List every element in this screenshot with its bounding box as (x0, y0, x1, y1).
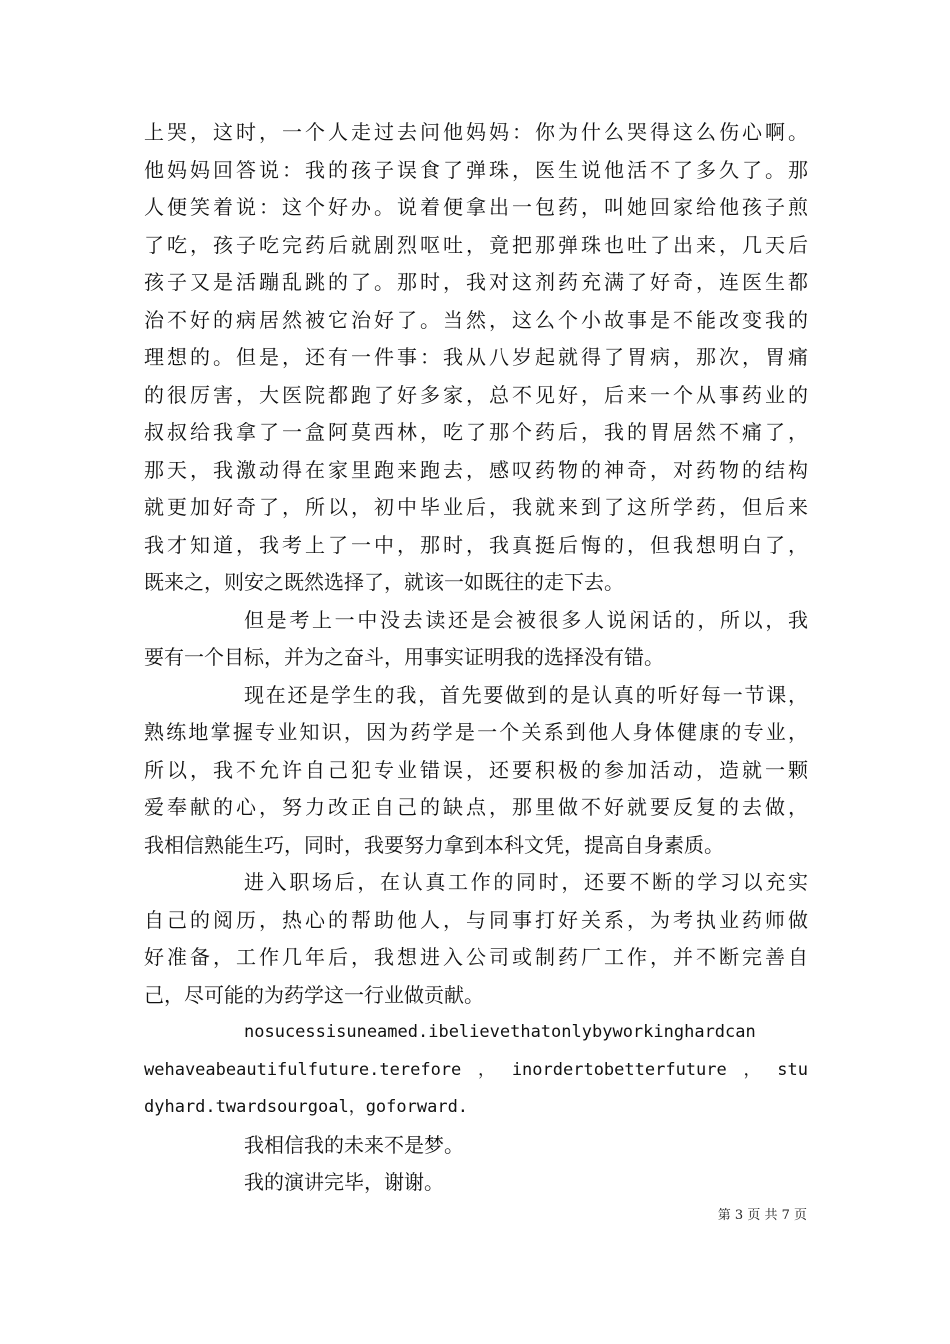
text-line: 了吃，孩子吃完药后就剧烈呕吐，竟把那弹珠也吐了出来，几天后 (144, 232, 808, 257)
paragraph-start-line: 现在还是学生的我，首先要做到的是认真的听好每一节课， (244, 682, 808, 707)
text-line: 所以，我不允许自己犯专业错误，还要积极的参加活动，造就一颗 (144, 757, 808, 782)
text-line: 孩子又是活蹦乱跳的了。那时，我对这剂药充满了好奇，连医生都 (144, 270, 808, 294)
text-line: 我才知道，我考上了一中，那时，我真挺后悔的，但我想明白了， (144, 532, 808, 557)
page-number-footer: 第 3 页 共 7 页 (717, 1208, 807, 1223)
text-line: 的很厉害，大医院都跑了好多家，总不见好，后来一个从事药业的 (144, 382, 808, 407)
text-line: 就更加好奇了，所以，初中毕业后，我就来到了这所学药，但后来 (144, 495, 808, 519)
text-line: 他妈妈回答说：我的孩子误食了弹珠，医生说他活不了多久了。那 (144, 157, 808, 182)
text-line: 既来之，则安之既然选择了，就该一如既往的走下去。 (144, 570, 624, 594)
closing-line: 我的演讲完毕，谢谢。 (244, 1170, 444, 1194)
text-line: 治不好的病居然被它治好了。当然，这么个小故事是不能改变我的 (144, 307, 808, 332)
text-line: 爱奉献的心，努力改正自己的缺点，那里做不好就要反复的去做， (144, 795, 808, 819)
text-line: 理想的。但是，还有一件事：我从八岁起就得了胃病，那次，胃痛 (144, 345, 808, 369)
text-line: 自己的阅历，热心的帮助他人，与同事打好关系，为考执业药师做 (144, 907, 808, 932)
text-line: 上哭，这时，一个人走过去问他妈妈：你为什么哭得这么伤心啊。 (144, 120, 808, 144)
english-text-line: wehaveabeautifulfuture.terefore，inordertobetterfuture，stu (144, 1059, 808, 1080)
text-line: 己，尽可能的为药学这一行业做贡献。 (144, 982, 484, 1007)
text-line: 叔叔给我拿了一盒阿莫西林，吃了那个药后，我的胃居然不痛了， (144, 420, 808, 444)
text-line: 那天，我激动得在家里跑来跑去，感叹药物的神奇，对药物的结构 (144, 457, 808, 482)
paragraph-start-line: 我相信我的未来不是梦。 (244, 1132, 464, 1157)
paragraph-start-line: 进入职场后，在认真工作的同时，还要不断的学习以充实 (244, 870, 808, 894)
text-line: 好准备，工作几年后，我想进入公司或制药厂工作，并不断完善自 (144, 945, 808, 969)
text-line: 人便笑着说：这个好办。说着便拿出一包药，叫她回家给他孩子煎 (144, 195, 808, 219)
speech-body (144, 114, 808, 1202)
paragraph-start-line: 但是考上一中没去读还是会被很多人说闲话的，所以，我 (244, 607, 808, 632)
english-text-line: nosucessisuneamed.ibelievethatonlybyworkinghardcan (244, 1022, 756, 1042)
text-line: 要有一个目标，并为之奋斗，用事实证明我的选择没有错。 (144, 645, 664, 669)
text-line: 我相信熟能生巧，同时，我要努力拿到本科文凭，提高自身素质。 (144, 832, 724, 857)
text-line: 熟练地掌握专业知识，因为药学是一个关系到他人身体健康的专业， (144, 720, 808, 744)
english-text-line: dyhard.twardsourgoal，goforward. (144, 1097, 469, 1117)
